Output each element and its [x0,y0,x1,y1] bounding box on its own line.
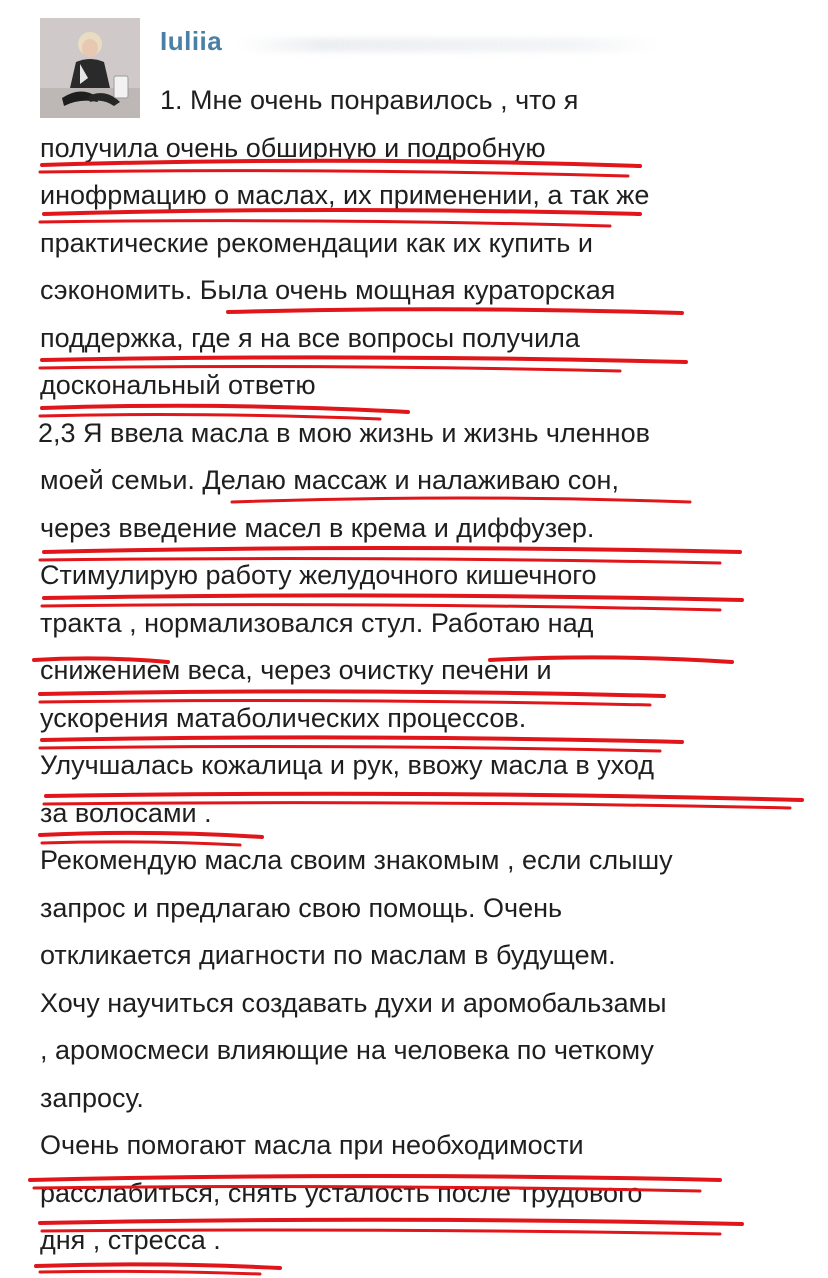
comment-line: Очень помогают масла при необходимости [40,1130,584,1160]
comment-line: через введение масел в крема и диффузер. [40,512,595,543]
comment-line: откликается диагности по маслам в будущем. [40,940,616,970]
comment-line: запрос и предлагаю свою помощь. Очень [40,892,563,923]
comment-line: инофрмацию о маслах, их применении, а так же [40,180,650,210]
comment-line: Стимулирую работу желудочного кишечного [40,560,597,590]
user-avatar[interactable] [40,18,140,118]
comment-line: за волосами . [40,797,212,828]
comment-line: 2,3 Я ввела масла в мою жизнь и жизнь членнов [38,417,650,448]
comment-line: поддержка, где я на все вопросы получила [40,322,580,353]
comment-line: Рекомендую масла своим знакомым , если слышу [40,845,673,875]
comment-username[interactable]: Iuliia [160,26,223,56]
comment-line: расслабиться, снять усталость после трудового [40,1177,643,1208]
comment-line: практические рекомендации как их купить и [40,227,593,258]
red-underline [40,1271,260,1274]
avatar-photo-icon [40,18,140,118]
comment-line: дня , стресса . [40,1225,221,1255]
comment-line: получила очень обширную и подробную [40,132,546,163]
comment-line: снижением веса, через очистку печени и [40,655,552,685]
comment-line: моей семьи. Делаю массаж и налаживаю сон, [40,465,619,495]
comment-line: тракта , нормализовался стул. Работаю над [40,607,594,638]
comment-meta-blurred [238,38,658,52]
comment-line: Улучшалась кожалица и рук, ввожу масла в уход [40,750,655,780]
comment-line: запросу. [40,1082,144,1113]
comment-line: Хочу научиться создавать духи и аромобальзамы [40,987,667,1018]
comment-line: ускорения матаболических процессов. [40,702,527,733]
comment-line: доскональный ответю [40,370,316,400]
comment-line: сэкономить. Была очень мощная кураторская [40,275,616,305]
comment-line: 1. Мне очень понравилось , что я [160,85,579,115]
comment-line: , аромосмеси влияющие на человека по четкому [40,1035,654,1065]
red-underline [36,1264,280,1268]
